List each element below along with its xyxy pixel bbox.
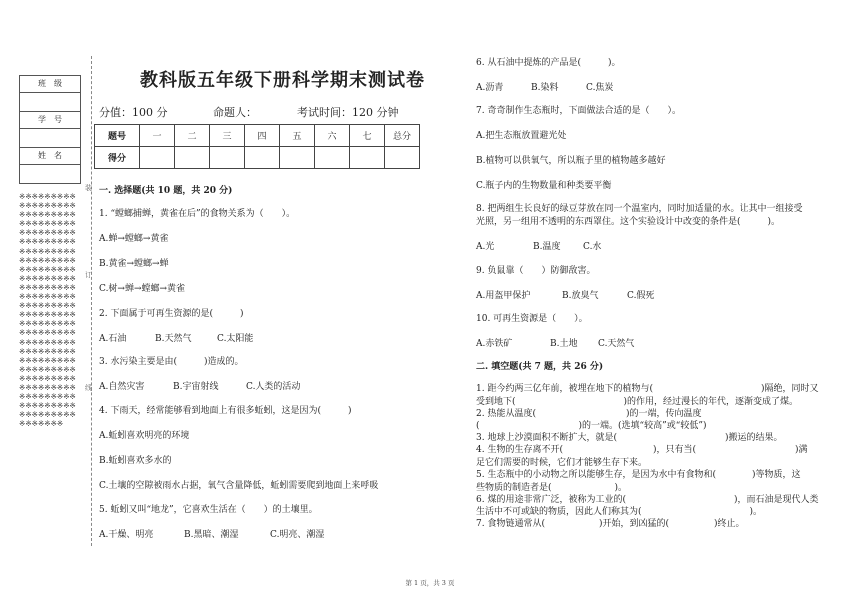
q3-option-c: C.人类的活动	[246, 382, 301, 392]
score-blank-cell[interactable]	[280, 147, 315, 169]
score-blank-cell[interactable]	[350, 147, 385, 169]
q5-option-c: C.明亮、潮湿	[270, 530, 325, 540]
question-3: 3. 水污染主要是由( )造成的。	[99, 357, 244, 367]
q10-option-b: B.土地	[550, 339, 578, 349]
score-table-cell: 四	[245, 125, 280, 147]
student-number-blank[interactable]	[20, 129, 80, 148]
fill-line-9: 些物质的制造者是( )。	[476, 483, 628, 493]
fill-line-5: 3. 地球上沙漠面积不断扩大，就是( )搬运的结果。	[476, 433, 783, 443]
q4-option-a: A.蚯蚓喜欢明亮的环境	[99, 431, 190, 441]
q6-option-c: C.焦炭	[586, 83, 614, 93]
question-8-line-1: 8. 把两组生长良好的绿豆芽放在同一个温室内，同时加适量的水。让其中一组接受	[476, 204, 803, 214]
score-table-cell: 六	[315, 125, 350, 147]
q9-option-b: B.放臭气	[562, 291, 599, 301]
score-row-label: 得分	[95, 147, 140, 169]
student-info-box	[19, 75, 81, 184]
fill-line-7: 足它们需要的时候，它们才能够生存下来。	[476, 458, 648, 468]
score-table-cell: 七	[350, 125, 385, 147]
q5-option-b: B.黑暗、潮湿	[184, 530, 239, 540]
author-label: 命题人：	[213, 106, 257, 119]
q10-option-c: C.天然气	[598, 339, 635, 349]
class-blank[interactable]	[20, 93, 80, 112]
q2-option-b: B.天然气	[155, 334, 192, 344]
cut-mark-xian: 线	[85, 384, 92, 392]
fill-line-11: 生活中不可或缺的物质，因此人们称其为( )。	[476, 507, 763, 517]
fill-line-2: 受到地下( )的作用，经过漫长的年代，逐渐变成了煤。	[476, 397, 799, 407]
question-2: 2. 下面属于可再生资源的是( )	[99, 309, 244, 319]
page-number: 第 1 页，共 3 页	[405, 579, 455, 587]
question-9: 9. 负鼠靠（ ）防御敌害。	[476, 266, 596, 276]
question-10: 10. 可再生资源是（ ）。	[476, 314, 588, 324]
score-blank-cell[interactable]	[315, 147, 350, 169]
q2-option-a: A.石油	[99, 334, 127, 344]
question-1: 1. “螳螂捕蝉，黄雀在后”的食物关系为（ ）。	[99, 209, 296, 219]
fill-line-10: 6. 煤的用途非常广泛，被称为工业的( )，而石油是现代人类	[476, 495, 819, 505]
name-label: 姓 名	[20, 148, 80, 165]
fill-line-4: ( )的一端。(选填“较高”或“较低”)	[476, 421, 707, 431]
score-table-cell: 一	[140, 125, 175, 147]
q4-option-b: B.蚯蚓喜欢多水的	[99, 456, 172, 466]
cut-mark-ding: 订	[85, 271, 92, 279]
cut-mark-zhuang: 装	[85, 184, 92, 192]
q1-option-a: A.蝉→螳螂→黄雀	[99, 234, 169, 244]
score-table-score-row	[95, 147, 420, 169]
fill-line-12: 7. 食物链通常从( )开始，到凶猛的( )终止。	[476, 519, 745, 529]
student-number-label: 学 号	[20, 112, 80, 129]
q6-option-a: A.沥青	[476, 83, 504, 93]
decorative-stars: ※※※※※※※※※※※※※※※※※※※※※※※※※※※※※※※※※※※※※※※※※※※※※※※※※※※※※※※※※※※※※※※※※※※※※※※※※※※※※※※※※※※※※※※※※※※※※※※※※※※※※※※※※※※※※※※※※※※※※※※※※※※※※※※※※※※※※※※※※※※※※※※※※※※※※※※※※※※※※※※※※※※※※※※※※※※※※※※※※※※※※※※※※※※※※※※※※※※※※※※※※※※※※※※※※※※※※※※※※※※※※※※※※※※※※※※※	[19, 192, 76, 429]
q3-option-a: A.自然灾害	[99, 382, 145, 392]
score-table-cell: 五	[280, 125, 315, 147]
fill-line-3: 2. 热能从温度( )的一端，传向温度	[476, 409, 702, 419]
question-7: 7. 奇奇制作生态瓶时，下面做法合适的是（ ）。	[476, 106, 681, 116]
question-6: 6. 从石油中提炼的产品是( )。	[476, 58, 621, 68]
score-table	[94, 124, 420, 169]
section-1-heading: 一. 选择题(共 10 题，共 20 分)	[99, 186, 233, 196]
page-title: 教科版五年级下册科学期末测试卷	[140, 70, 425, 91]
q9-option-c: C.假死	[627, 291, 655, 301]
q4-option-c: C.土壤的空隙被雨水占据，氧气含量降低，蚯蚓需要爬到地面上来呼吸	[99, 481, 379, 491]
score-value-label: 分值：100 分	[99, 106, 168, 119]
q8-option-a: A.光	[476, 242, 495, 252]
score-table-cell: 总分	[385, 125, 420, 147]
fill-line-1: 1. 距今约两三亿年前，被埋在地下的植物与( )隔绝，同时又	[476, 384, 819, 394]
score-blank-cell[interactable]	[385, 147, 420, 169]
q6-option-b: B.染料	[531, 83, 559, 93]
class-label: 班 级	[20, 76, 80, 93]
q8-option-b: B.温度	[533, 242, 561, 252]
question-8-line-2: 光照，另一组用不透明的东西罩住。这个实验设计中改变的条件是( )。	[476, 217, 781, 227]
q1-option-b: B.黄雀→螳螂→蝉	[99, 259, 169, 269]
q9-option-a: A.用盔甲保护	[476, 291, 531, 301]
q10-option-a: A.赤铁矿	[476, 339, 513, 349]
q7-option-a: A.把生态瓶放置避光处	[476, 131, 567, 141]
score-table-cell: 题号	[95, 125, 140, 147]
score-table-cell: 二	[175, 125, 210, 147]
q7-option-b: B.植物可以供氧气，所以瓶子里的植物越多越好	[476, 156, 666, 166]
q2-option-c: C.太阳能	[217, 334, 254, 344]
score-table-header-row	[95, 125, 420, 147]
score-blank-cell[interactable]	[245, 147, 280, 169]
q5-option-a: A.干燥、明亮	[99, 530, 154, 540]
score-blank-cell[interactable]	[140, 147, 175, 169]
q7-option-c: C.瓶子内的生物数量和种类要平衡	[476, 181, 612, 191]
fill-line-6: 4. 生物的生存离不开( )，只有当( )满	[476, 445, 808, 455]
name-blank[interactable]	[20, 165, 80, 183]
exam-time-label: 考试时间：120 分钟	[297, 106, 399, 119]
binding-cut-line	[91, 56, 92, 546]
question-5: 5. 蚯蚓又叫“地龙”，它喜欢生活在（ ）的土壤里。	[99, 505, 318, 515]
score-blank-cell[interactable]	[210, 147, 245, 169]
q8-option-c: C.水	[583, 242, 602, 252]
score-table-cell: 三	[210, 125, 245, 147]
fill-line-8: 5. 生态瓶中的小动物之所以能够生存，是因为水中有食物和( )等物质，这	[476, 470, 801, 480]
q3-option-b: B.宇宙射线	[173, 382, 219, 392]
score-blank-cell[interactable]	[175, 147, 210, 169]
q1-option-c: C.树→蝉→螳螂→黄雀	[99, 284, 186, 294]
question-4: 4. 下雨天，经常能够看到地面上有很多蚯蚓，这是因为( )	[99, 406, 352, 416]
section-2-heading: 二. 填空题(共 7 题，共 26 分)	[476, 362, 604, 372]
